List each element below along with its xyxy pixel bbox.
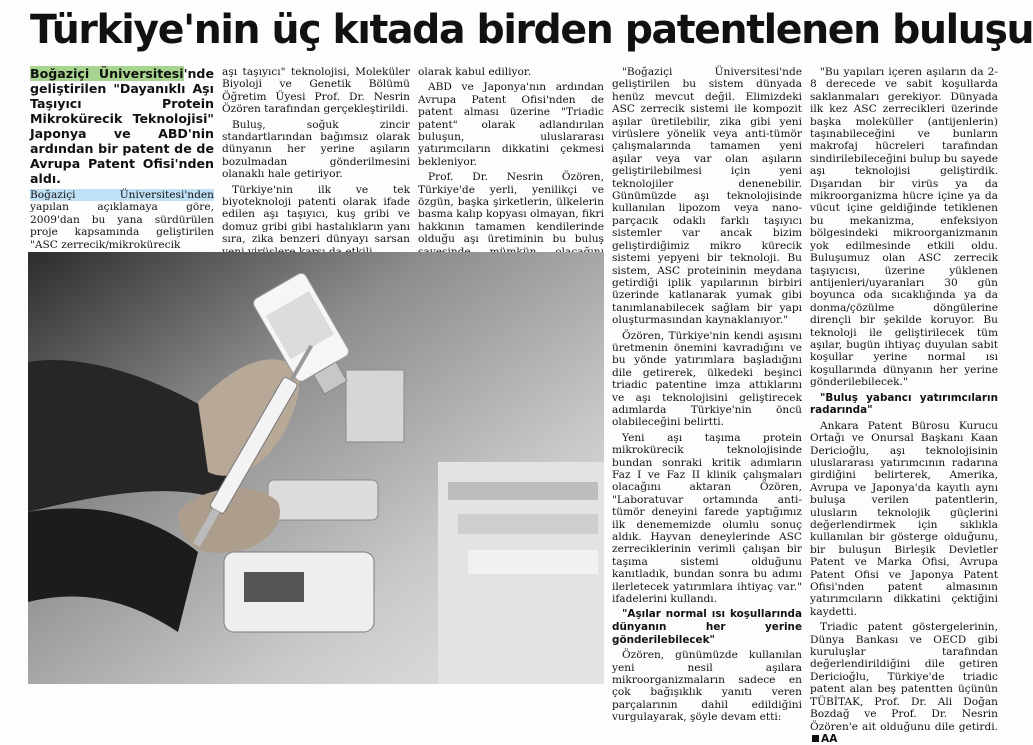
wall-outlet xyxy=(346,370,404,442)
body-paragraph: olarak kabul ediliyor. xyxy=(418,66,532,78)
column-2 xyxy=(222,66,410,248)
article-photo xyxy=(28,252,604,684)
body-paragraph: aşı taşıyıcı" teknolojisi, Moleküler Biyoloji ve Genetik Bölümü Öğretim Üyesi Prof. Dr. Nesrin Özören tarafından gerçekleştirildi. xyxy=(222,66,410,116)
body-paragraph: ABD ve Japonya'nın ardından Avrupa Patent Ofisi'nden de patent alması üzerine "Triadic patent" olarak adlandırılan buluşun, uluslararası yatırımcıların dikkatini çekmesi bekleniyor. xyxy=(418,81,604,168)
body-paragraph xyxy=(30,189,214,251)
byline-square-icon xyxy=(812,735,819,742)
lead-paragraph xyxy=(30,66,214,186)
body-paragraph: Yeni aşı taşıma protein mikrokürecik teknolojisinde bundan sonraki kritik adımların Faz I ve Faz II klinik çalışmaları olacağını aktaran Özören, "Laboratuvar ortamında anti-tümör deneyini farede yaptığımız ilk denememizde olumlu sonuç aldık. Hayvan deneylerinde ASC zerreciklerinin verimli çalışan bir taşıma sistemi olduğunu kanıtladık, bundan sonra bu adımı ilerletecek yatırımlara ihtiyaç var." ifadelerini kullandı. xyxy=(612,431,802,606)
body-paragraph: Türkiye'nin ilk ve tek biyoteknoloji patenti olarak ifade edilen aşı taşıyıcı, kuş gribi ve domuz gribi gibi hastalıkların yanı sıra, zika benzeri dünyayı sarsan xyxy=(222,183,410,246)
body-text: yapılan açıklamaya göre, 2009'dan bu yana sürdürülen proje kapsamında geliştirilen "ASC zerrecik/mikrokürecik xyxy=(30,201,214,251)
column-3 xyxy=(418,66,604,248)
body-paragraph: Prof. Dr. Nesrin Özören, Türkiye'de yerli, yenilikçi ve özgün, başka şirketlerin, ülkelerin basma kalıp kopyası olmayan, fikri hakkının tamamen kendilerinde olduğu aşı üretiminin bu buluş xyxy=(418,171,604,246)
subheading: "Buluş yabancı yatırımcıların radarında" xyxy=(810,391,998,417)
lead-highlight: Boğaziçi Üniversitesi xyxy=(30,66,184,81)
column-5 xyxy=(810,66,998,745)
vaccine-syringe-illustration xyxy=(28,252,604,684)
body-paragraph: Ankara Patent Bürosu Kurucu Ortağı ve Onursal Başkanı Kaan Dericioğlu, aşı teknolojisinin uluslararası yatırımcının radarına girdiğini belirterek, Amerika, Avrupa ve Japonya'da kayıtlı aynı buluşa verilen patentlerin, ulusların teknolojik güçlerini değerlendirmek için sıklıkla kullanılan bir gösterge olduğunu, bir buluşun Birleşik Devletler Patent ve Marka Ofisi, Avrupa Patent Ofisi ve Japonya Patent Ofisi'nden patent almasının yatırımcıların dikkatini çektiğini kaydetti. xyxy=(810,419,998,618)
body-paragraph: "Boğaziçi Üniversitesi'nde geliştirilen bu sistem dünyada henüz mevcut değil. Elimizdeki ASC zerrecik sistemi ile kompozit aşılar üretilebilir, zika gibi yeni virüslere yönelik veya anti-tümör çalışmalarında tamamen yeni aşılar veya var olan aşıların geliştirilebilmesi için yeni teknolojiler denenebilir. Günümüzde aşı teknolojisinde kullanılan lipozom veya nano-parçacık odaklı farklı taşıyıcı sistemler var ancak bizim geliştirdiğimiz mikro kürecik sistemi yepyeni bir teknoloji. Bu sistem, ASC proteininin meydana getirdiği iplik yapılarının birbiri üzerinde katlanarak yumak gibi tanımlanabilecek sağlam bir yapı oluşturmasından kaynaklanıyor." xyxy=(612,66,802,327)
headline: Türkiye'nin üç kıtada birden patentlenen buluşu xyxy=(30,7,1033,53)
lead-text: 'nde geliştirilen "Dayanıklı Aşı Taşıyıcı Protein Mikrokürecik Teknolojisi" Japonya ve ABD'nin ardından bir patent de de Avrupa Patent Ofisi'nden aldı. xyxy=(30,66,214,186)
body-text: Triadic patent göstergelerinin, Dünya Bankası ve OECD gibi kuruluşlar tarafından değerlendirildiğini dile getiren Dericioğlu, Türkiye'de triadic patent alan beş patentten üçünün TÜBİTAK, Prof. Dr. Ali Doğan Bozdağ ve Prof. Dr. Nesrin Özören'e ait olduğunu dile getirdi. xyxy=(810,621,998,733)
subheading: "Aşılar normal ısı koşullarında dünyanın her yerine gönderilebilecek" xyxy=(612,608,802,646)
body-paragraph: "Bu yapıları içeren aşıların da 2-8 derecede ve sabit koşullarda saklanmaları gerekiyor. Dünyada ilk kez ASC zerrecikleri üzerinde başka moleküller (antijenlerin) taşınabileceğini ve bunların makrofaj hücreleri tarafından sindirilebileceğini bulup bu sayede aşı teknolojisi geliştirdik. Dışarıdan bir virüs ya da mikroorganizma hücre içine ya da vücut içine geldiğinde tetiklenen bu mekanizma, enfeksiyon bölgesindeki mikroorganizmanın yok edilmesinde etkili oldu. Buluşumuz olan ASC zerrecik taşıyıcısı, üzerine yüklenen antijenleri/uyaranları 30 gün boyunca oda sıcaklığında ya da donma/çözülme döngülerine dirençli bir şekilde koruyor. Bu teknoloji ile geliştirilecek tüm aşılar, bugün ihtiyaç duyulan sabit koşullar yerine normal ısı koşullarında dünyanın her yerine gönderilebilecek." xyxy=(810,66,998,389)
column-1 xyxy=(30,66,214,251)
body-paragraph xyxy=(810,621,998,745)
column-4 xyxy=(612,66,802,724)
body-paragraph: Özören, günümüzde kullanılan yeni nesil aşılara mikroorganizmaların sadece en çok bağışıklık yanıtı veren parçalarının dahil edildiğini vurgulayarak, şöyle devam etti: xyxy=(612,649,802,724)
body-paragraph: Buluş, soğuk zincir standartlarından bağımsız olarak dünyanın her yerine aşıların bozulmadan gönderilmesini olanaklı hale getiriyor. xyxy=(222,118,410,181)
university-highlight: Boğaziçi Üniversitesi'nden xyxy=(30,189,214,201)
body-paragraph: Özören, Türkiye'nin kendi aşısını üretmenin önemini kavradığını ve bu yönde yatırımlara başladığını dile getirerek, ülkedeki beşinci triadic patentine imza attıklarını ve aşı teknolojisini geliştirecek adımlarda Türkiye'nin öncü olabileceğini belirtti. xyxy=(612,329,802,429)
byline-agency: AA xyxy=(821,732,838,745)
